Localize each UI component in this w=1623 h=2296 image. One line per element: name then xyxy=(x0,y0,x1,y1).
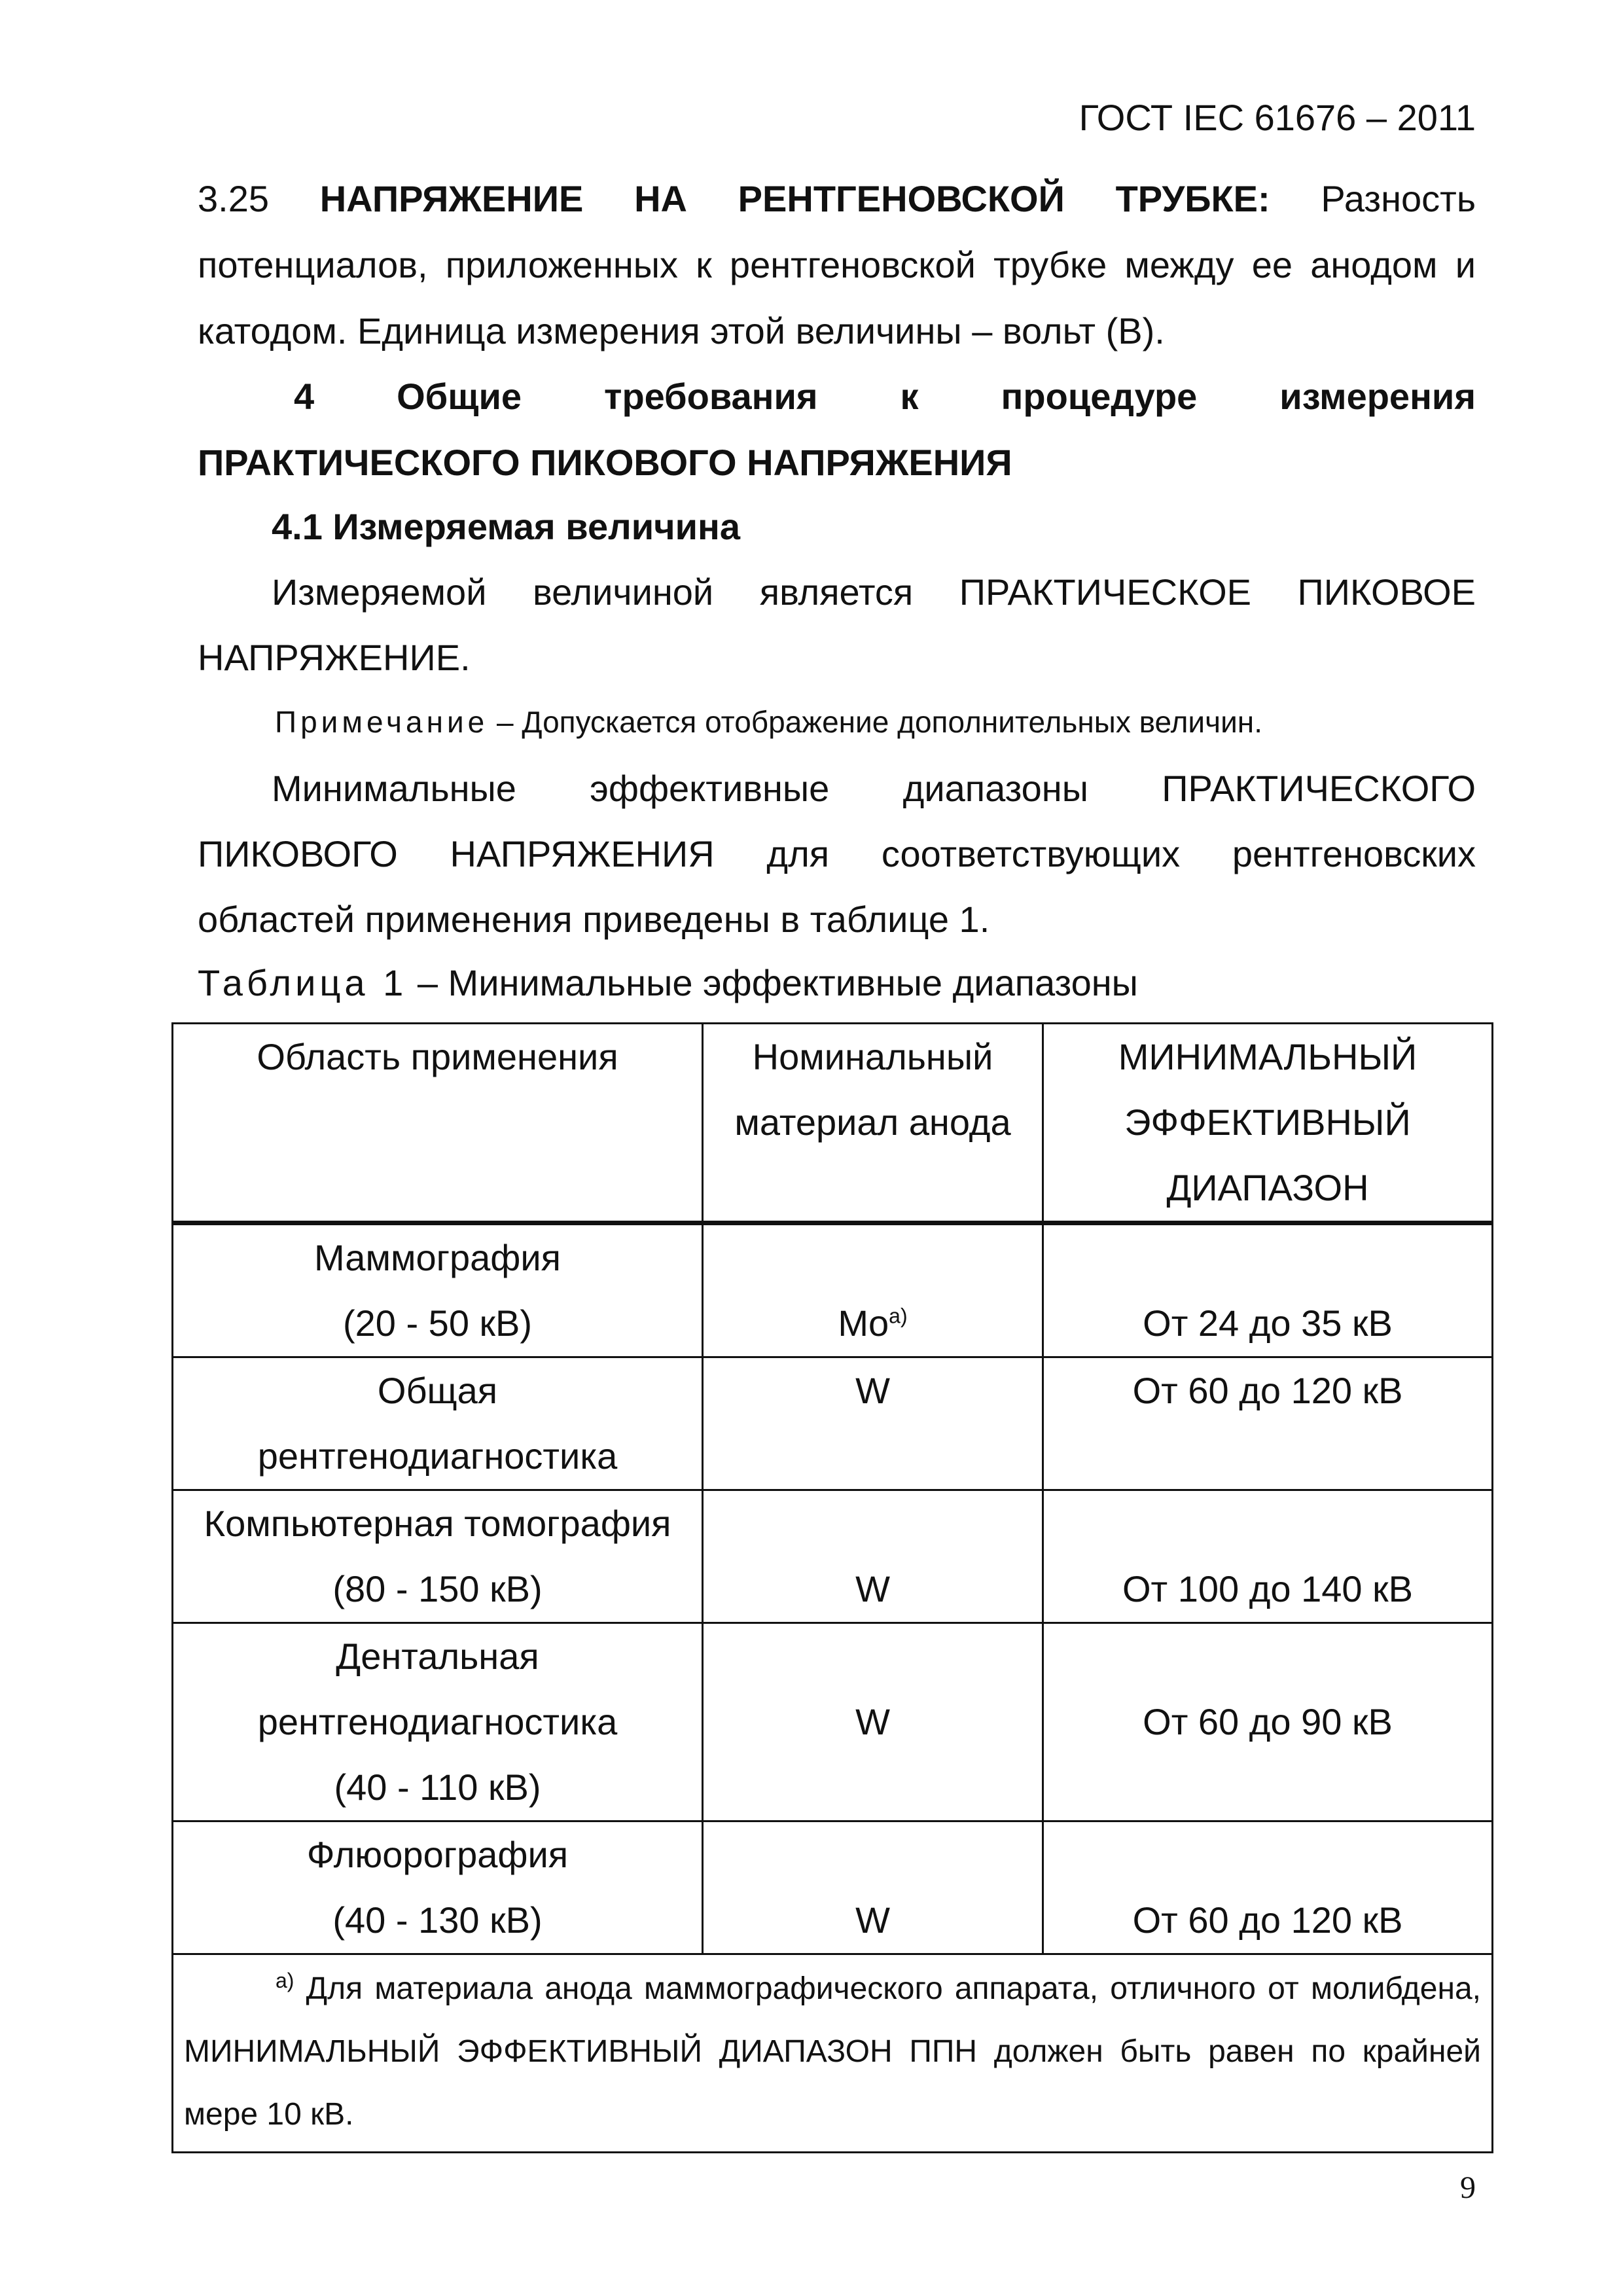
anode-cell: W xyxy=(703,1821,1043,1954)
sec325-line3: катодом. Единица измерения этой величины – вольт (В). xyxy=(198,310,1165,351)
table-row xyxy=(173,1223,1493,1357)
sec325-number: 3.25 xyxy=(198,178,269,219)
table-caption-label: Таблица 1 xyxy=(198,962,408,1003)
anode-cell: W xyxy=(703,1623,1043,1821)
sec41-para2-line3: областей применения приведены в таблице 1. xyxy=(198,899,990,940)
section-4-heading-line1: 4 Общие требования к процедуре измерения xyxy=(294,376,1476,417)
sec325-line1 xyxy=(198,166,1476,232)
area-cell: Общая рентгенодиагностика xyxy=(173,1357,703,1490)
document-code-header: ГОСТ IEC 61676 – 2011 xyxy=(1079,97,1476,138)
table-row xyxy=(173,1623,1493,1821)
area-cell: Компьютерная томография (80 - 150 кВ) xyxy=(173,1490,703,1623)
anode-cell: W xyxy=(703,1490,1043,1623)
range-cell: От 100 до 140 кВ xyxy=(1043,1490,1493,1623)
ranges-table xyxy=(171,1022,1493,2153)
sec41-para2-line2: ПИКОВОГО НАПРЯЖЕНИЯ для соответствующих рентгеновских xyxy=(198,833,1476,874)
area-cell: Маммография (20 - 50 кВ) xyxy=(173,1223,703,1357)
range-cell: От 60 до 120 кВ xyxy=(1043,1357,1493,1490)
footnote-mark: а) xyxy=(276,1969,294,1992)
table-footnote-row xyxy=(173,1954,1493,2153)
sec325-line1-end: Разность xyxy=(1321,178,1476,219)
page-number: 9 xyxy=(1460,2170,1476,2205)
table-row xyxy=(173,1821,1493,1954)
sec41-para-line2: НАПРЯЖЕНИЕ. xyxy=(198,637,471,678)
range-cell: От 24 до 35 кВ xyxy=(1043,1223,1493,1357)
table-footnote xyxy=(173,1954,1493,2153)
header-min-effective-range: МИНИМАЛЬНЫЙ ЭФФЕКТИВНЫЙ ДИАПАЗОН xyxy=(1043,1024,1493,1223)
header-application-area: Область применения xyxy=(173,1024,703,1223)
area-cell: Дентальная рентгенодиагностика (40 - 110 кВ) xyxy=(173,1623,703,1821)
section-4-heading-line2: ПРАКТИЧЕСКОГО ПИКОВОГО НАПРЯЖЕНИЯ xyxy=(198,442,1012,483)
table-row xyxy=(173,1490,1493,1623)
note xyxy=(275,692,1262,751)
area-cell: Флюорография (40 - 130 кВ) xyxy=(173,1821,703,1954)
note-text: – Допускается отображение дополнительных величин. xyxy=(497,705,1262,739)
sec325-line2: потенциалов, приложенных к рентгеновской трубке между ее анодом и xyxy=(198,244,1476,285)
anode-cell: W xyxy=(703,1357,1043,1490)
sec41-para-line1: Измеряемой величиной является ПРАКТИЧЕСКОЕ ПИКОВОЕ xyxy=(272,571,1476,613)
header-anode-material: Номинальный материал анода xyxy=(703,1024,1043,1223)
sec41-para2-line1: Минимальные эффективные диапазоны ПРАКТИЧЕСКОГО xyxy=(272,768,1476,809)
table-row xyxy=(173,1357,1493,1490)
table-caption-text: – Минимальные эффективные диапазоны xyxy=(417,962,1138,1003)
footnote-ref-a: а) xyxy=(889,1304,908,1328)
range-cell: От 60 до 120 кВ xyxy=(1043,1821,1493,1954)
anode-cell: $Mo^{а)}$ xyxy=(703,1223,1043,1357)
table-header-row xyxy=(173,1024,1493,1223)
note-label: Примечание xyxy=(275,705,489,739)
section-4-1-heading: 4.1 Измеряемая величина xyxy=(272,506,741,547)
footnote-text: Для материала анода маммографического аппарата, отличного от молибдена, МИНИМАЛЬНЫЙ ЭФФЕКТИВНЫЙ ДИАПАЗОН ППН должен быть равен по крайней мере 10 кВ. xyxy=(184,1971,1482,2132)
sec325-term: НАПРЯЖЕНИЕ НА РЕНТГЕНОВСКОЙ ТРУБКЕ: xyxy=(319,178,1270,219)
table-caption xyxy=(198,950,1138,1016)
range-cell: От 60 до 90 кВ xyxy=(1043,1623,1493,1821)
